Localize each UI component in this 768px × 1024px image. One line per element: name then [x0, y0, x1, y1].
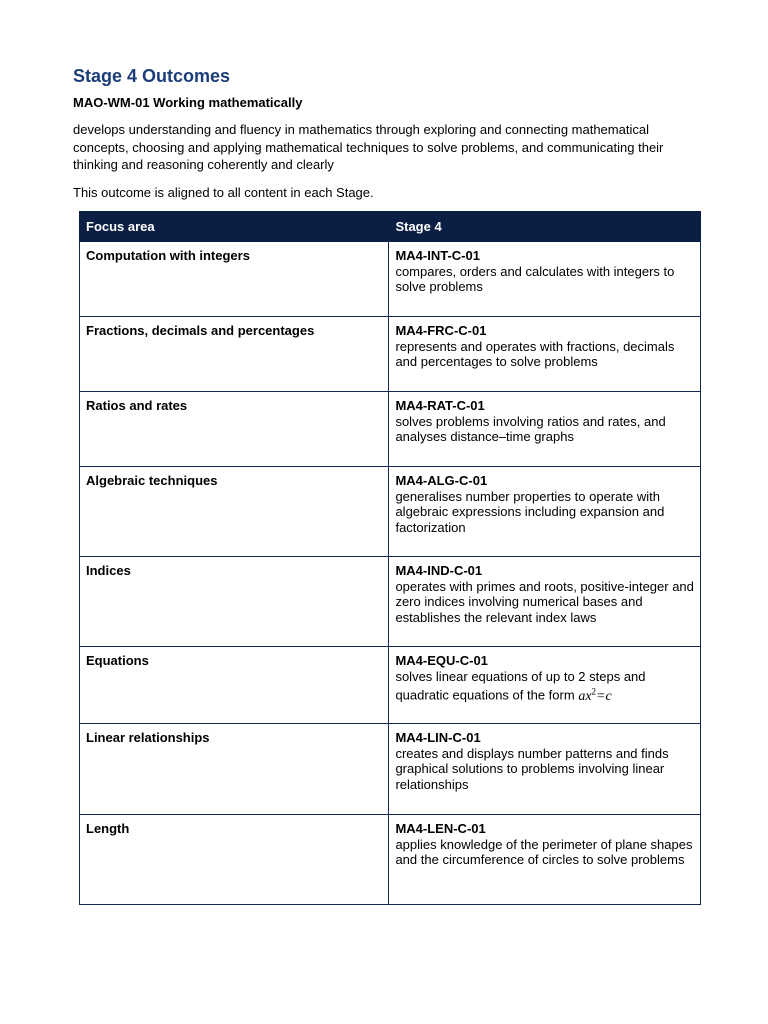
outcome-text: compares, orders and calculates with integers to solve problems: [395, 263, 675, 294]
table-row: [80, 557, 701, 647]
header-stage-4: Stage 4: [389, 212, 701, 242]
outcome-cell: [389, 392, 701, 467]
focus-area-label: Linear relationships: [86, 730, 210, 745]
outcome-code: MA4-EQU-C-01: [395, 653, 488, 668]
outcome-cell: [389, 242, 701, 317]
outcome-text: represents and operates with fractions, decimals and percentages to solve problems: [395, 338, 675, 369]
focus-area-cell: [80, 242, 389, 317]
outcome-text: applies knowledge of the perimeter of plane shapes and the circumference of circles to solve problems: [395, 836, 693, 867]
focus-area-label: Fractions, decimals and percentages: [86, 323, 315, 338]
focus-area-cell: [80, 724, 389, 815]
focus-area-label: Equations: [86, 653, 149, 668]
outcome-text: solves problems involving ratios and rates, and analyses distance–time graphs: [395, 413, 666, 444]
focus-area-cell: [80, 815, 389, 905]
outcome-code: MA4-INT-C-01: [395, 248, 480, 263]
page-title: Stage 4 Outcomes: [73, 66, 231, 86]
table-row: [80, 724, 701, 815]
outcome-cell: [389, 724, 701, 815]
outcome-text-with-formula: [395, 669, 694, 705]
table-row: [80, 242, 701, 317]
outcome-cell: [389, 467, 701, 557]
outcome-code: MA4-IND-C-01: [395, 563, 483, 578]
table-row: [80, 647, 701, 724]
outcome-code: MA4-RAT-C-01: [395, 398, 485, 413]
outcome-code: MA4-ALG-C-01: [395, 473, 488, 488]
focus-area-label: Ratios and rates: [86, 398, 188, 413]
outcome-cell: [389, 647, 701, 724]
focus-area-cell: [80, 467, 389, 557]
outcome-text: creates and displays number patterns and finds graphical solutions to problems involving linear relationships: [395, 745, 669, 792]
focus-area-cell: [80, 392, 389, 467]
table-row: [80, 815, 701, 905]
outcome-code: MA4-FRC-C-01: [395, 323, 487, 338]
outcome-text: generalises number properties to operate with algebraic expressions including expansion and factorization: [395, 488, 665, 535]
outcome-text: solves linear equations of up to 2 steps and quadratic equations of the form: [395, 668, 646, 703]
outcome-cell: [389, 317, 701, 392]
outcome-description: develops understanding and fluency in mathematics through exploring and connecting mathematical concepts, choosing and applying mathematical techniques to solve problems, and communicating their thinking and reasoning coherently and clearly: [73, 122, 664, 172]
outcome-subtitle: MAO-WM-01 Working mathematically: [73, 95, 303, 110]
focus-area-cell: [80, 647, 389, 724]
table-row: [80, 317, 701, 392]
outcome-cell: [389, 557, 701, 647]
focus-area-cell: [80, 317, 389, 392]
table-row: [80, 467, 701, 557]
aligned-note: This outcome is aligned to all content in each Stage.: [73, 184, 374, 200]
outcome-code: MA4-LIN-C-01: [395, 730, 481, 745]
focus-area-label: Length: [86, 821, 130, 836]
outcome-code: MA4-LEN-C-01: [395, 821, 486, 836]
table-row: [80, 392, 701, 467]
formula-exponent: 2: [591, 686, 597, 696]
quadratic-formula: [578, 686, 612, 704]
focus-area-label: Algebraic techniques: [86, 473, 218, 488]
page-content: [73, 64, 703, 201]
outcome-text: operates with primes and roots, positive-integer and zero indices involving numerical bases and establishes the relevant index laws: [395, 578, 694, 625]
focus-area-cell: [80, 557, 389, 647]
table-header-row: [80, 212, 701, 242]
focus-area-label: Computation with integers: [86, 248, 250, 263]
outcomes-table: [79, 211, 701, 905]
formula-rest: =c: [596, 688, 612, 704]
outcome-cell: [389, 815, 701, 905]
formula-base: ax: [578, 688, 592, 704]
focus-area-label: Indices: [86, 563, 131, 578]
header-focus-area: Focus area: [80, 212, 389, 242]
